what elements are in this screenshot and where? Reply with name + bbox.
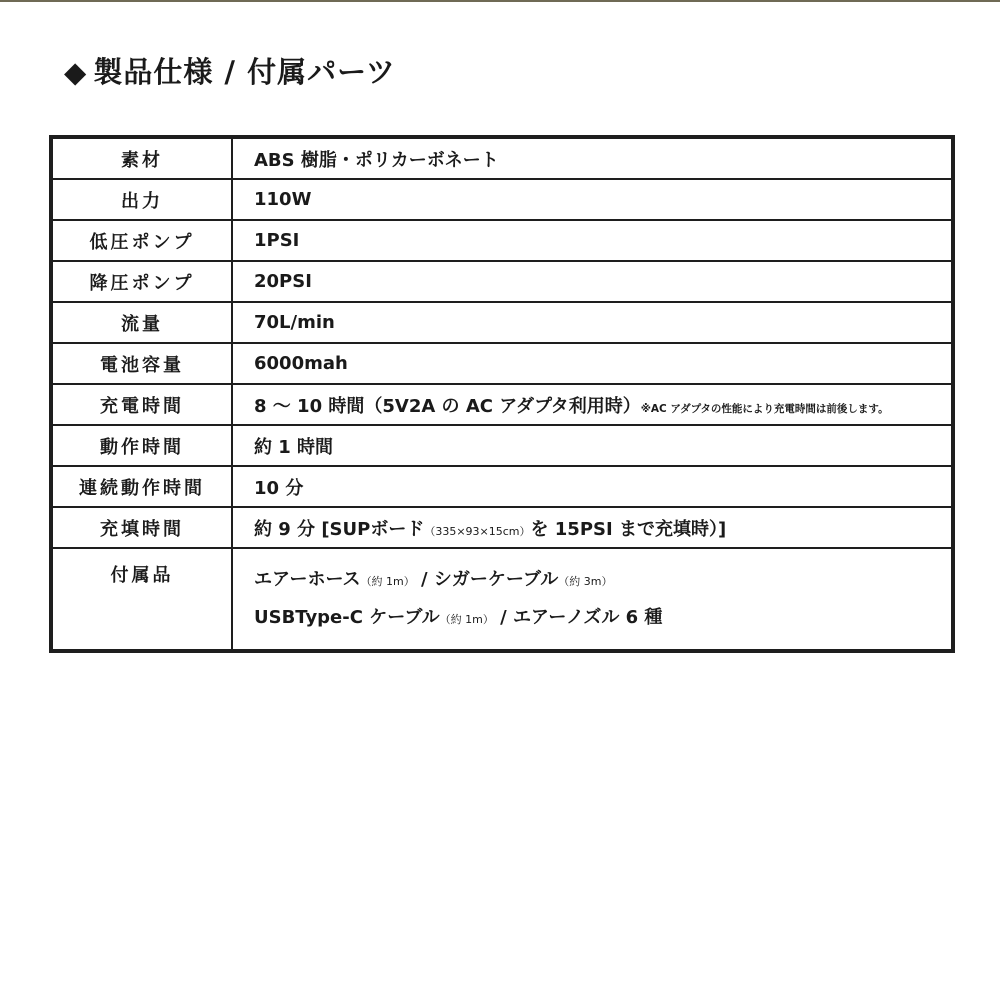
page-title-text: 製品仕様 / 付属パーツ bbox=[93, 55, 396, 89]
row-label: 充電時間 bbox=[51, 384, 232, 425]
table-row bbox=[51, 220, 953, 261]
accessories-line bbox=[254, 561, 951, 599]
row-label: 連続動作時間 bbox=[51, 466, 232, 507]
table-row bbox=[51, 466, 953, 507]
accessory-item: エアーノズル 6 種 bbox=[512, 607, 663, 628]
spec-table bbox=[49, 135, 955, 653]
fill-time-value-end: を 15PSI まで充填時）] bbox=[530, 518, 727, 540]
row-value: 約 1 時間 bbox=[232, 425, 953, 466]
accessory-item: シガーケーブル bbox=[433, 569, 559, 590]
row-value: 10 分 bbox=[232, 466, 953, 507]
row-value: ABS 樹脂・ポリカーボネート bbox=[232, 137, 953, 179]
row-label: 出力 bbox=[51, 179, 232, 220]
row-value: 70L/min bbox=[232, 302, 953, 343]
row-label: 付属品 bbox=[51, 548, 232, 651]
row-value: 6000mah bbox=[232, 343, 953, 384]
row-label: 電池容量 bbox=[51, 343, 232, 384]
fill-time-size-note: （335×93×15cm） bbox=[424, 524, 531, 538]
accessories-line bbox=[254, 599, 951, 637]
top-border bbox=[0, 0, 1000, 2]
row-label: 充填時間 bbox=[51, 507, 232, 548]
table-row bbox=[51, 425, 953, 466]
table-row bbox=[51, 384, 953, 425]
table-row bbox=[51, 261, 953, 302]
row-value: 110W bbox=[232, 179, 953, 220]
accessory-note: （約 3m） bbox=[558, 575, 613, 588]
table-row bbox=[51, 302, 953, 343]
page-title bbox=[64, 52, 396, 92]
accessory-item: USBType-C ケーブル bbox=[254, 607, 440, 628]
table-row-accessories bbox=[51, 548, 953, 651]
row-label: 低圧ポンプ bbox=[51, 220, 232, 261]
row-value bbox=[232, 507, 953, 548]
charge-time-note: ※AC アダプタの性能により充電時間は前後します。 bbox=[640, 402, 889, 415]
charge-time-value: 8 ～ 10 時間（5V2A の AC アダプタ利用時） bbox=[254, 395, 641, 417]
accessory-item: エアーホース bbox=[254, 569, 361, 590]
accessory-separator: / bbox=[493, 607, 513, 628]
row-value: 20PSI bbox=[232, 261, 953, 302]
accessory-note: （約 1m） bbox=[439, 613, 494, 626]
accessories-list bbox=[232, 548, 953, 651]
accessory-note: （約 1m） bbox=[360, 575, 415, 588]
table-row bbox=[51, 137, 953, 179]
fill-time-value: 約 9 分 [SUPボード bbox=[254, 518, 425, 540]
row-label: 素材 bbox=[51, 137, 232, 179]
table-row bbox=[51, 179, 953, 220]
row-label: 動作時間 bbox=[51, 425, 232, 466]
row-value bbox=[232, 384, 953, 425]
row-label: 流量 bbox=[51, 302, 232, 343]
diamond-bullet-icon: ◆ bbox=[64, 55, 88, 89]
accessory-separator: / bbox=[414, 569, 434, 590]
row-value: 1PSI bbox=[232, 220, 953, 261]
table-row bbox=[51, 507, 953, 548]
table-row bbox=[51, 343, 953, 384]
row-label: 降圧ポンプ bbox=[51, 261, 232, 302]
